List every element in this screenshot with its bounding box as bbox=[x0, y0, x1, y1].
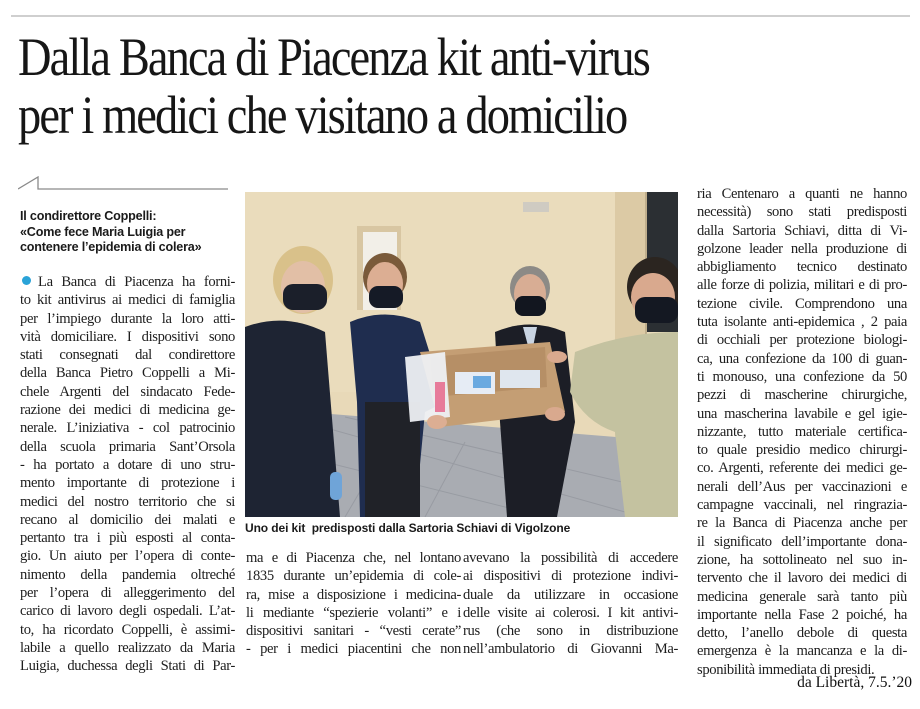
body-line: duale da utilizzare in occasione bbox=[463, 586, 678, 603]
kicker-decoration bbox=[18, 176, 228, 190]
body-line: dalla Sartoria Schiavi, ditta di Vi- bbox=[697, 222, 907, 239]
body-line: necessità) sono stati predisposti bbox=[697, 204, 907, 221]
body-line: ma e di Piacenza che, nel lontano bbox=[246, 550, 461, 566]
body-line: labile a quello realizzato da Maria bbox=[20, 639, 235, 656]
body-line: ria Centenaro a quanti ne hanno bbox=[697, 186, 907, 202]
body-line: ra, mise a disposizione i medicina- bbox=[246, 586, 461, 603]
body-line: nerale. L’iniziativa - col patrocinio bbox=[20, 420, 235, 437]
body-line: delle visite ai colerosi. I kit antivi- bbox=[463, 604, 678, 621]
body-line: Luigia, duchessa degli Stati di Par- bbox=[20, 658, 235, 675]
body-line: co. Argenti, referente dei medici ge- bbox=[697, 460, 907, 477]
body-line: nell’ambulatorio di Giovanni Ma- bbox=[463, 641, 678, 658]
body-line: nizzante, tutto materiale certifica- bbox=[697, 423, 907, 440]
body-line: to, ha ricordato Coppelli, è assimi- bbox=[20, 621, 235, 638]
body-line: ti monouso, una confezione da 50 bbox=[697, 368, 907, 385]
photo-illustration bbox=[245, 192, 678, 517]
subhead-line-3: contenere l’epidemia di colera» bbox=[20, 240, 202, 254]
body-line: 1835 durante un’epidemia di cole- bbox=[246, 568, 461, 585]
headline bbox=[18, 28, 792, 144]
body-column-2 bbox=[246, 549, 461, 659]
body-line: zione, ha sottolineato nel suo in- bbox=[697, 551, 907, 568]
body-line: tuta isolante anti-epidemica , 2 paia bbox=[697, 314, 907, 331]
body-line: medicina generale sarà tanto più bbox=[697, 588, 907, 605]
body-line: della Banca Pietro Coppelli a Mi- bbox=[20, 365, 235, 382]
headline-line-1: Dalla Banca di Piacenza kit anti-virus bbox=[18, 27, 649, 87]
body-line: to kit antivirus ai medici di famiglia bbox=[20, 292, 235, 309]
source-credit: da Libertà, 7.5.’20 bbox=[797, 674, 912, 691]
body-line: razione dei medici di medicina ge- bbox=[20, 402, 235, 419]
body-line: chele Argenti del sindacato Fede- bbox=[20, 383, 235, 400]
body-line: per l’opera di alleggerimento del bbox=[20, 585, 235, 602]
body-line: stati consegnati dal condirettore bbox=[20, 347, 235, 364]
body-line: tezione civile. Comprendono una bbox=[697, 295, 907, 312]
top-rule bbox=[11, 15, 910, 17]
photo-caption: Uno dei kit predisposti dalla Sartoria Schiavi di Vigolzone bbox=[245, 521, 571, 535]
body-line: pezzi di mascherine chirurgiche, bbox=[697, 387, 907, 404]
body-line: il significato dell’importante dona- bbox=[697, 533, 907, 550]
body-line: rus (che sono in distribuzione bbox=[463, 623, 678, 640]
body-line: nimento della pandemia oltreché bbox=[20, 566, 235, 583]
body-line: mento importante di protezione i bbox=[20, 475, 235, 492]
body-line: - per i medici piacentini che non bbox=[246, 641, 461, 658]
body-line: dispositivi sanitari - “vesti cerate” bbox=[246, 623, 461, 640]
body-line: abbigliamento tecnico destinato bbox=[697, 259, 907, 276]
body-line: golzone leader nella produzione di bbox=[697, 240, 907, 257]
body-line: La Banca di Piacenza ha forni- bbox=[20, 273, 235, 291]
body-line: una mascherina lavabile e gel igie- bbox=[697, 405, 907, 422]
body-line: li mediante “spezierie volanti” e i bbox=[246, 604, 461, 621]
headline-line-2: per i medici che visitano a domicilio bbox=[18, 85, 627, 145]
body-line: sponibilità immediata di presidi. bbox=[697, 661, 875, 678]
body-column-4 bbox=[697, 185, 907, 679]
body-line: detto, l’anello debole di questa bbox=[697, 625, 907, 642]
body-line: importante nella Fase 2 poiché, ha bbox=[697, 606, 907, 623]
body-line: re la Banca di Piacenza anche per bbox=[697, 515, 907, 532]
body-line: vità domiciliare. I dispositivi sono bbox=[20, 328, 235, 345]
article-photo bbox=[245, 192, 678, 517]
body-line: avevano la possibilità di accedere bbox=[463, 550, 678, 566]
body-line: ca, una confezione da 100 di guan- bbox=[697, 350, 907, 367]
body-line: recano al domicilio dei malati e bbox=[20, 511, 235, 528]
body-line: tervento che il lavoro dei medici di bbox=[697, 570, 907, 587]
body-line: medici del nostro territorio che si bbox=[20, 493, 235, 510]
body-line: pertanto tra i più esposti al conta- bbox=[20, 530, 235, 547]
body-line: gio. Un aiuto per l’opera di conte- bbox=[20, 548, 235, 565]
body-line: carico di lavoro degli ospedali. L’at- bbox=[20, 603, 235, 620]
body-line: nerali dell’Aus per vaccinazioni e bbox=[697, 478, 907, 495]
bullet-icon bbox=[22, 276, 31, 285]
body-line: di occhiali per protezione biologi- bbox=[697, 332, 907, 349]
body-line: campagne vaccinali, nel ringrazia- bbox=[697, 497, 907, 514]
subheadline bbox=[20, 209, 235, 256]
subhead-line-2: «Come fece Maria Luigia per bbox=[20, 224, 186, 239]
subhead-line-1: Il condirettore Coppelli: bbox=[20, 209, 157, 223]
body-line: - ha portato a dotare di uno stru- bbox=[20, 456, 235, 473]
body-line: to quale presidio medico chirurgi- bbox=[697, 442, 907, 459]
body-column-3 bbox=[463, 549, 678, 659]
body-line: ai dispositivi di protezione indivi- bbox=[463, 568, 678, 585]
body-line: della scuola primaria Sant’Orsola bbox=[20, 438, 235, 455]
body-line: per l’impiego durante la loro atti- bbox=[20, 310, 235, 327]
body-line: alle forze di polizia, militari e di pro- bbox=[697, 277, 907, 294]
body-column-1 bbox=[20, 273, 235, 676]
body-line: emergenza è la mancanza e la di- bbox=[697, 643, 907, 660]
